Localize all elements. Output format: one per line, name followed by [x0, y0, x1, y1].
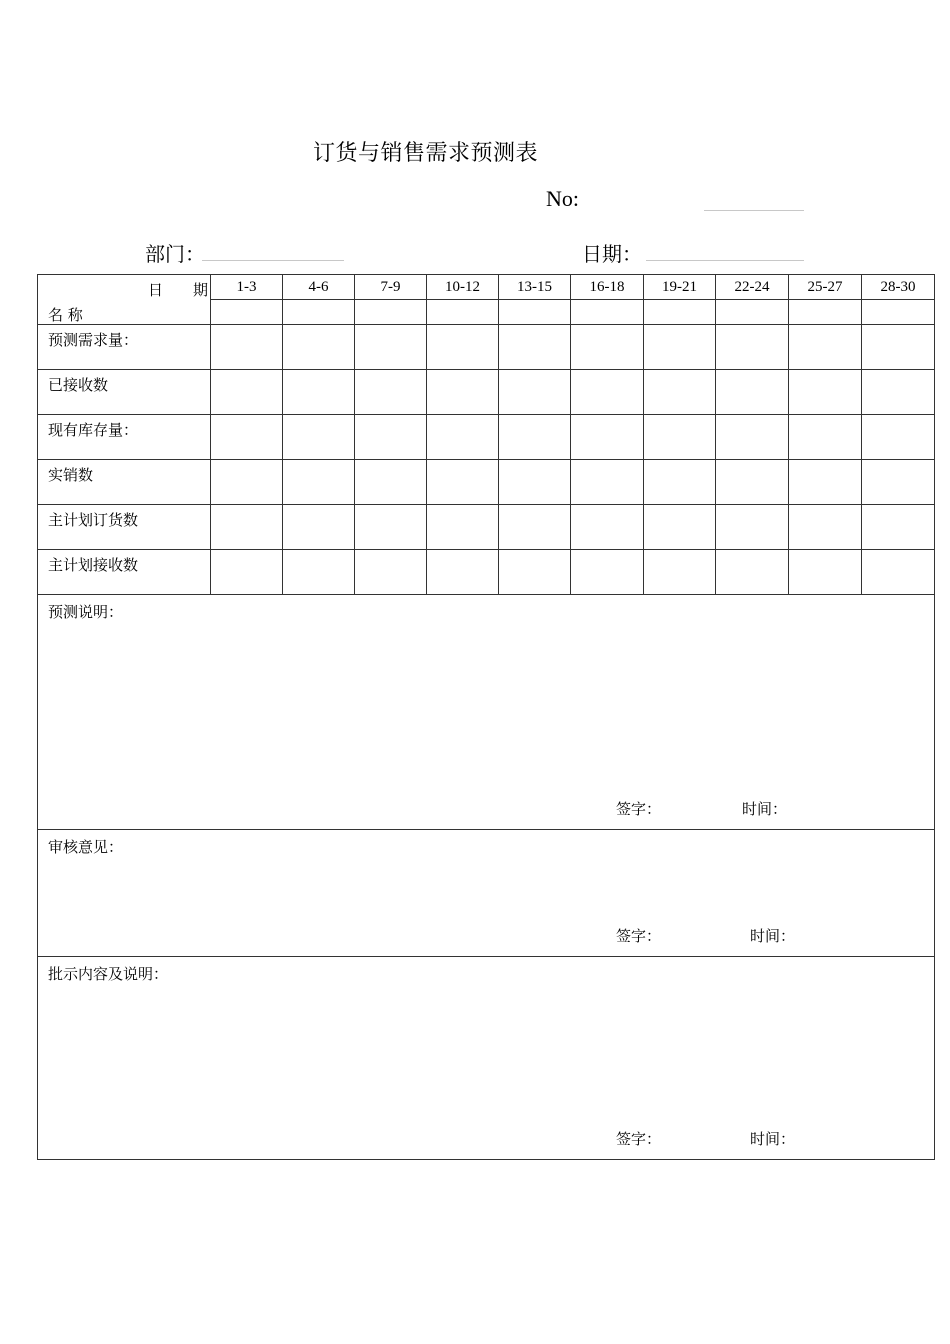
table-row: [38, 325, 935, 370]
table-cell[interactable]: [644, 415, 716, 460]
table-cell[interactable]: [427, 325, 499, 370]
column-header: 1-3: [211, 275, 283, 300]
table-cell[interactable]: [644, 550, 716, 595]
table-cell[interactable]: [789, 550, 862, 595]
column-header: 25-27: [789, 275, 862, 300]
table-cell[interactable]: [283, 300, 355, 325]
date-label: 日期：: [582, 242, 642, 266]
table-cell[interactable]: [499, 550, 571, 595]
table-cell[interactable]: [211, 415, 283, 460]
table-cell[interactable]: [427, 370, 499, 415]
column-header: 13-15: [499, 275, 571, 300]
row-label: 现有库存量：: [38, 415, 211, 460]
table-cell[interactable]: [789, 325, 862, 370]
table-cell[interactable]: [427, 505, 499, 550]
review-time-label: 时间：: [750, 927, 796, 945]
date-field[interactable]: [646, 260, 804, 261]
table-cell[interactable]: [644, 300, 716, 325]
table-cell[interactable]: [355, 550, 427, 595]
table-cell[interactable]: [716, 550, 789, 595]
table-cell[interactable]: [862, 460, 935, 505]
table-cell[interactable]: [283, 460, 355, 505]
table-cell[interactable]: [427, 550, 499, 595]
table-cell[interactable]: [571, 300, 644, 325]
table-cell[interactable]: [571, 550, 644, 595]
table-cell[interactable]: [789, 460, 862, 505]
table-cell[interactable]: [355, 325, 427, 370]
table-cell[interactable]: [355, 460, 427, 505]
table-cell[interactable]: [283, 325, 355, 370]
forecast-note-title: 预测说明：: [48, 603, 124, 621]
corner-name-label: 名 称: [48, 306, 83, 324]
table-cell[interactable]: [499, 460, 571, 505]
row-label: 实销数: [38, 460, 211, 505]
document-number-label: No:: [546, 186, 579, 211]
table-cell[interactable]: [427, 300, 499, 325]
table-cell[interactable]: [644, 325, 716, 370]
column-header: 28-30: [862, 275, 935, 300]
table-cell[interactable]: [211, 550, 283, 595]
column-header: 10-12: [427, 275, 499, 300]
table-cell[interactable]: [716, 415, 789, 460]
table-row: [38, 370, 935, 415]
document-number-field[interactable]: [704, 210, 804, 211]
table-header-row: [38, 275, 935, 300]
page-title: 订货与销售需求预测表: [313, 141, 539, 166]
row-label: 主计划接收数: [38, 550, 211, 595]
table-row: [38, 505, 935, 550]
table-cell[interactable]: [571, 460, 644, 505]
forecast-note-section[interactable]: [38, 595, 935, 830]
forecast-note-row: [38, 595, 935, 830]
table-cell[interactable]: [211, 325, 283, 370]
table-cell[interactable]: [789, 415, 862, 460]
row-label: 主计划订货数: [38, 505, 211, 550]
table-cell[interactable]: [862, 370, 935, 415]
column-header: 22-24: [716, 275, 789, 300]
table-cell[interactable]: [862, 415, 935, 460]
table-cell[interactable]: [716, 370, 789, 415]
table-cell[interactable]: [716, 300, 789, 325]
forecast-note-time-label: 时间：: [742, 800, 788, 818]
table-cell[interactable]: [355, 300, 427, 325]
table-row: [38, 550, 935, 595]
table-cell[interactable]: [499, 370, 571, 415]
table-cell[interactable]: [644, 460, 716, 505]
table-cell[interactable]: [211, 300, 283, 325]
table-cell[interactable]: [499, 300, 571, 325]
department-field[interactable]: [202, 260, 344, 261]
table-cell[interactable]: [499, 325, 571, 370]
corner-date-label: 日 期: [148, 281, 209, 299]
table-row: [38, 415, 935, 460]
table-cell[interactable]: [716, 325, 789, 370]
table-cell[interactable]: [499, 415, 571, 460]
column-header: 16-18: [571, 275, 644, 300]
column-header: 19-21: [644, 275, 716, 300]
table-cell[interactable]: [427, 415, 499, 460]
table-cell[interactable]: [355, 505, 427, 550]
table-cell[interactable]: [499, 505, 571, 550]
table-cell[interactable]: [716, 505, 789, 550]
review-section[interactable]: [38, 830, 935, 957]
table-cell[interactable]: [862, 505, 935, 550]
table-cell[interactable]: [789, 300, 862, 325]
instruction-row: [38, 957, 935, 1160]
table-cell[interactable]: [283, 505, 355, 550]
table-cell[interactable]: [427, 460, 499, 505]
table-cell[interactable]: [862, 325, 935, 370]
table-cell[interactable]: [571, 325, 644, 370]
table-cell[interactable]: [283, 415, 355, 460]
review-row: [38, 830, 935, 957]
table-cell[interactable]: [355, 415, 427, 460]
instruction-title: 批示内容及说明：: [48, 965, 169, 983]
instruction-time-label: 时间：: [750, 1130, 796, 1148]
table-cell[interactable]: [789, 505, 862, 550]
review-sign-label: 签字：: [616, 927, 662, 945]
corner-cell: [38, 275, 211, 325]
row-label: 已接收数: [38, 370, 211, 415]
review-title: 审核意见：: [48, 838, 124, 856]
instruction-sign-label: 签字：: [616, 1130, 662, 1148]
table-cell[interactable]: [571, 370, 644, 415]
forecast-note-sign-label: 签字：: [616, 800, 662, 818]
table-cell[interactable]: [211, 460, 283, 505]
table-cell[interactable]: [716, 460, 789, 505]
table-cell[interactable]: [211, 370, 283, 415]
column-header: 7-9: [355, 275, 427, 300]
table-cell[interactable]: [571, 415, 644, 460]
instruction-section[interactable]: [38, 957, 935, 1160]
table-cell[interactable]: [355, 370, 427, 415]
column-header: 4-6: [283, 275, 355, 300]
table-cell[interactable]: [283, 550, 355, 595]
forecast-table: [37, 274, 935, 1160]
table-cell[interactable]: [211, 505, 283, 550]
row-label: 预测需求量：: [38, 325, 211, 370]
table-cell[interactable]: [644, 370, 716, 415]
table-row: [38, 460, 935, 505]
table-cell[interactable]: [571, 505, 644, 550]
table-cell[interactable]: [862, 300, 935, 325]
table-cell[interactable]: [283, 370, 355, 415]
table-cell[interactable]: [862, 550, 935, 595]
department-label: 部门：: [145, 242, 205, 266]
table-cell[interactable]: [644, 505, 716, 550]
table-cell[interactable]: [789, 370, 862, 415]
